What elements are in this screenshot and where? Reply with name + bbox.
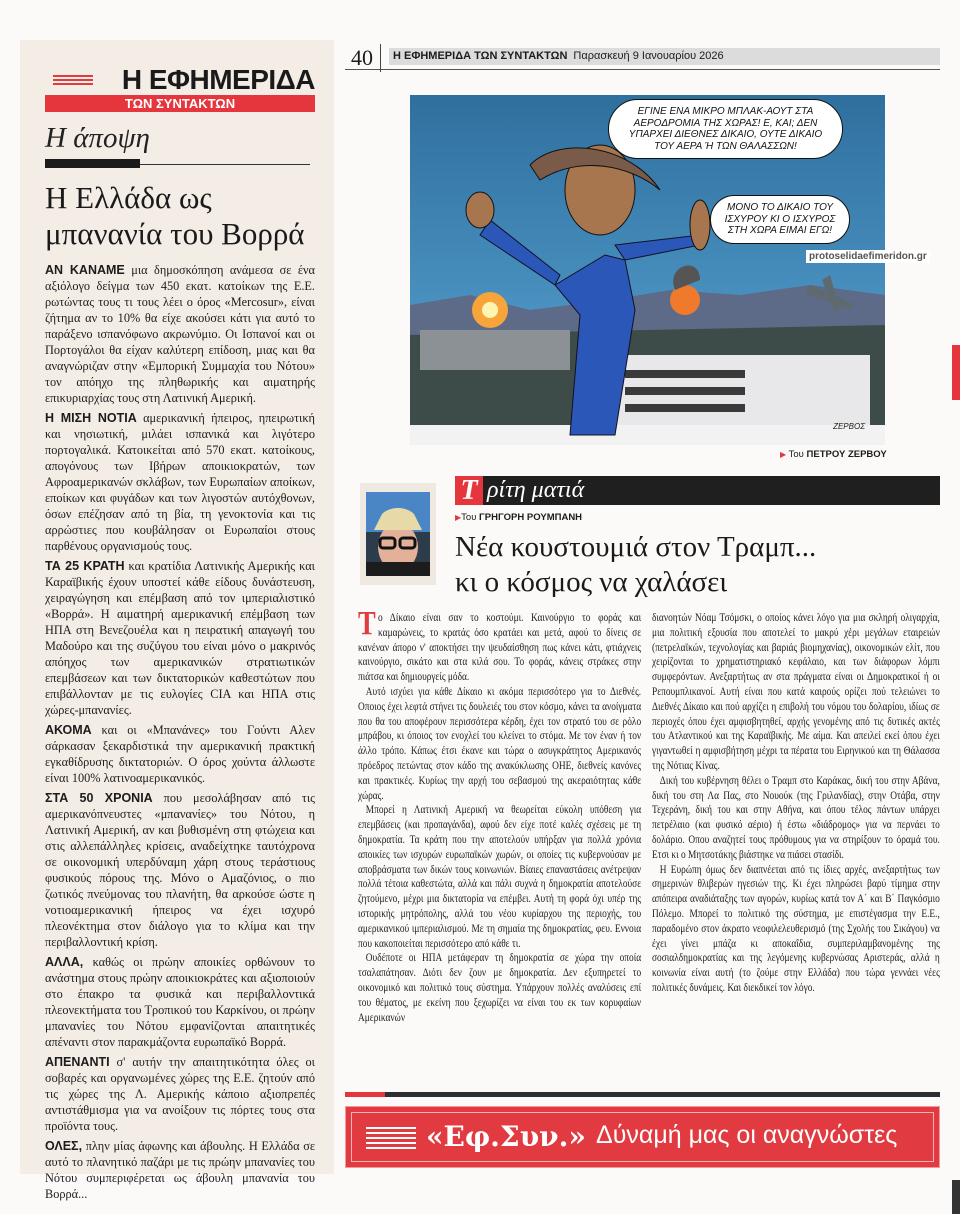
paragraph: Ουδέποτε οι ΗΠΑ μετάφεραν τη δημοκρατία σε χώρα την οποία τσαλαπάτησαν. Διότι δεν ζουν με δημοκρατία. Δεν εξυπηρετεί το οικονομικό και πολιτικό τους σύστημα. Υπάρχουν πολλές αναλύσεις επί του θέματος, με εκείνη που ξεχωρίζει να είναι του εκ των κορυφαίων Αμερικανών [358, 950, 642, 1024]
lead-in: ΑΛΛΑ, [45, 955, 84, 969]
lead-in: ΣΤΑ 50 ΧΡΟΝΙΑ [45, 791, 153, 805]
paragraph [45, 262, 315, 406]
article-column-1 [358, 605, 642, 1024]
page-header [345, 44, 940, 70]
paragraph-text: πλην μίας άφωνης και άβουλης. Η Ελλάδα σε αυτό το πλανητικό παζάρι με τις πρώην μπανανίες του Νότου συμπεριφέρεται ως άβουλη μπανανία του Βορρά... [45, 1139, 315, 1201]
header-bar [389, 48, 940, 65]
opinion-column [20, 40, 334, 1201]
opinion-headline: Η Ελλάδα ως μπανανία του Βορρά [45, 180, 305, 251]
paragraph [358, 605, 642, 684]
author-photo [360, 483, 436, 585]
paragraph: Μπορεί η Λατινική Αμερική να θεωρείται εύκολη υπόθεση για επεμβάσεις (και προπαγάνδα), αφού δεν είχε ποτέ καλές σχέσεις με τη δημοκρατία. Τα κράτη που την αποτελούν υπήρξαν για πολλά χρόνια αποικίες των ισχυρών ευρωπαϊκών χωρών, οι οποίες τις κυβερνούσαν με αποβράσματα των δικών τους κοινωνιών. Βίαιες επαναστάσεις ανέτρεψαν πολλά τέτοια καθεστώτα, αλλά και πάλι συχνά η δημοκρατία αποτελούσε ζητούμενο, μέχρι μια δικτατορία να επέμβει. Αυτή τη φορά όχι υπέρ της ιστορικής μητρόπολης, αλλά του νέου κυρίαρχου της περιοχής, του αμερικανικού ιμπεριαλισμού. Με τη σημαία της δημοκρατίας, φευ. Εννοια που κακοποιείται περισσότερο από κάθε τι. [358, 802, 642, 950]
article-column-2 [652, 610, 940, 995]
newspaper-logo [45, 65, 315, 112]
issue-date: Παρασκευή 9 Ιανουαρίου 2026 [573, 50, 724, 62]
section-bar [455, 476, 940, 505]
paragraph: Δική του κυβέρνηση θέλει ο Τραμπ στο Καράκας, δική του στην Αβάνα, δική του στη Λα Πας, στο Νουούκ (της Γριλανδίας), στην Οτάβα, στην Τεχεράνη, δική του και στην Αθήνα, και όπου τέλος πάντων υπάρχει πετρέλαιο (και φυσικό αέριο) ή έστω «διάδρομος» για να περνάει το δολάριο. Οπου αναζητεί τους πρόθυμους για να στηρίξουν το όραμά του. Ετσι κι ο Μητσοτάκης βιάστηκε να πιάσει στασίδι. [652, 772, 940, 861]
cartoon-credit [780, 449, 887, 460]
byline [455, 512, 582, 523]
political-cartoon [410, 95, 885, 445]
paragraph-text: που μεσολάβησαν από τις αμερικανόπνευστες «μπανανίες» του Νότου, η Λατινική Αμερική, αν και βυθισμένη στη φτώχεια και στις αλλεπάλληλες κρίσεις, αναδείχτηκε ταυτόχρονα σε οικονομική υπερδύναμη χάρη στους τεράστιους φυσικούς πόρους της. Μόνο ο Αμαζόνιος, ο πιο ζωτικός πνεύμονας του πλανήτη, θα αρκούσε ώστε η νοτιοαμερικανική ήπειρος να έχει ισχυρό πλεονέκτημα στον διάλογο για το κλίμα και την περιβαλλοντική κρίση. [45, 791, 315, 949]
divider-thick [45, 159, 140, 168]
lead-in: ΑΚΟΜΑ [45, 723, 92, 737]
paragraph-text: σ' αυτήν την απαιτητικότητα όλες οι σοβαρές και οργανωμένες χώρες της Ε.Ε. ζητούν από τις χώρες της Λ. Αμερικής κάποιο αξιοπρεπές αντιστάθμισμα για να ανοίξουν τις πόρτες τους στα προϊόντα τους. [45, 1055, 315, 1133]
paragraph-text: ο Δίκαιο είναι σαν το κοστούμι. Καινούργιο το φοράς και καμαρώνεις, το κρατάς όσο κρατάει και μετά, αφού το δίνεις σε κανέναν άπορο ν' αποκτήσει την ψευδαίσθηση πως κάνει κάτι, φτιάχνεις καινούργιο, σικάτο και στα κιλά σου. Το φοράς, κάνεις στράκες στην πιάτσα και δημιουργείς μόδα. [358, 610, 642, 684]
credit-author: ΠΕΤΡΟΥ ΖΕΡΒΟΥ [806, 449, 887, 460]
pen-nib-icon [366, 1127, 416, 1149]
paragraph-text: αμερικανική ήπειρος, ηπειρωτική και νησιωτική, μιλάει ισπανικά και λιγότερο πορτογαλικά. Κατοικείται από 570 εκατ. κατοίκους, απογόνους των Ιβήρων αποικιοκρατών, των Αφροαμερικανών σκλάβων, των Ευρωπαίων αποίκων, εποίκων και φυγάδων και των λιγοστών αυτόχθονων, όσων επέζησαν από τη βία, τη γενοκτονία και τις αρρώστιες που κουβάλησαν οι Ευρωπαίοι στους παρθένους οργανισμούς τους. [45, 411, 315, 553]
drop-cap: Τ [358, 605, 376, 642]
promo-banner [345, 1106, 940, 1168]
logo-subtitle: ΤΩΝ ΣΥΝΤΑΚΤΩΝ [45, 95, 315, 112]
byline-author: ΓΡΗΓΟΡΗ ΡΟΥΜΠΑΝΗ [479, 512, 583, 523]
speech-bubble: ΕΓΙΝΕ ΕΝΑ ΜΙΚΡΟ ΜΠΛΑΚ-ΑΟΥΤ ΣΤΑ ΑΕΡΟΔΡΟΜΙΑ ΤΗΣ ΧΩΡΑΣ! Ε, ΚΑΙ; ΔΕΝ ΥΠΑΡΧΕΙ ΔΙΕΘΝΕΣ ΔΙΚΑΙΟ, ΟΥΤΕ ΔΙΚΑΙΟ ΤΟΥ ΑΕΡΑ Ή ΤΩΝ ΘΑΛΑΣΣΩΝ! [608, 99, 843, 159]
paragraph [45, 790, 315, 950]
arrow-icon: ▶ [455, 513, 462, 522]
paragraph [45, 1054, 315, 1134]
paragraph: Η Ευρώπη όμως δεν διαπνέεται από τις ίδιες αρχές, ανεξαρτήτως των σημερινών θλιβερών ηγεσιών της. Κι έχει πληρώσει βαρύ τίμημα στην απόπειρα αναδιάταξης των αγορών, κυρίως κατά τον Α΄ και Β΄ Παγκόσμιο Πόλεμο. Μπορεί το πολιτικό της σύστημα, με επιστέγασμα την Ε.Ε., παραδομένο στον άκρατο νεοφιλελευθερισμό (της Σχολής του Σικάγου) να έχει γίνει μπάζα κι αποκαΐδια, συμπεριλαμβανομένης της σοσιαλδημοκρατίας και της λεγόμενης κυβερνώσας Αριστεράς, αλλά η κοινωνία είναι αυτή (το ζούμε στην Ελλάδα) που τώρα γεννάει νέες πολιτικές δυνάμεις. Και διεκδικεί τον λόγο. [652, 861, 940, 994]
opinion-body [45, 262, 315, 1206]
lead-in: ΟΛΕΣ, [45, 1139, 83, 1153]
watermark: protoselidaefimeridon.gr [806, 250, 930, 263]
paragraph: διανοητών Νόαμ Τσόμσκι, ο οποίος κάνει λόγο για μια σκληρή ολιγαρχία, μια πολιτική εξουσία που αποτελεί το μακρύ χέρι μεγάλων εταιρειών (πετρελαϊκών, τεχνολογίας και βαριάς βιομηχανίας), οικονομικών ελίτ, που χειρίζονται το χρηματιστηριακό κεφάλαιο, και των διάφορων λόμπι συμφερόντων. Ανεξαρτήτως αν στα πράγματα είναι οι Δημοκρατικοί ή οι Ρεπουμπλικανοί. Αυτή είναι που κατά καιρούς ορίζει πού τελειώνει το Διεθνές Δίκαιο και πού αρχίζει η επιβολή του νόμου του δολαρίου, ιδίως σε περιοχές όπου έχει αμφισβητηθεί, αρχής γενομένης από τις δυτικές ακτές του Ατλαντικού και της Καραϊβικής. Με αίμα. Και απειλεί εκεί όπου έχει γιγαντωθεί η αμφισβήτηση μέχρι τα πέρατα του Ειρηνικού και τη Θάλασσα της Νότιας Κίνας. [652, 610, 940, 772]
divider [345, 1092, 940, 1097]
article-headline [455, 530, 816, 600]
edge-marker [952, 345, 960, 400]
logo-title: Η ΕΦΗΜΕΡΙΔΑ [121, 64, 315, 95]
artist-signature: ΖΕΡΒΟΣ [833, 422, 865, 431]
byline-prefix: Του [461, 512, 477, 523]
paragraph: Αυτό ισχύει για κάθε Δίκαιο κι ακόμα περισσότερο για το Διεθνές. Οποιος έχει λεφτά στήνει τις δουλειές του στον κόσμο, κάνει τα ανοίγματα που θα του αποφέρουν περισσότερα κέρδη, έχει τον στρατό του σε ρόλο μπράβου, κι όποιος τον ενοχλεί του κλείνει το στόμα. Με τον έναν ή τον άλλο τρόπο. Κάπως έτσι έκανε και τώρα ο ασυγκράτητος Αμερικανός πρόεδρος πετώντας στον κάδο της ανακύκλωσης ΟΗΕ, διεθνείς κανόνες και πρακτικές. Κυρίως την αρχή του σεβασμού της ακεραιότητας κάθε χώρας. [358, 683, 642, 802]
paragraph [45, 410, 315, 554]
banner-text: Δύναμή μας οι αναγνώστες [596, 1121, 898, 1149]
paragraph [45, 722, 315, 786]
paragraph-text: μια δημοσκόπηση ανάμεσα σε ένα αξιόλογο δείγμα των 450 εκατ. κατοίκων της Ε.Ε. ρωτώντας τους τι τους λέει ο όρος «Mercosur», είναι ζήτημα αν το 10% θα είχε ακούσει κάτι για αυτό το παράξενο ισπανόφωνο ακρωνύμιο. Οι Ισπανοί και οι Πορτογάλοι θα είχαν καλύτερη επίδοση, μιας και θα αναγνώριζαν στην «Εμπορική Συμμαχία του Νότου» τον απόηχο της πληθωρικής και αιματηρής επικυριαρχίας τους στη Λατινική Αμερική. [45, 263, 315, 405]
author-portrait-icon [366, 492, 430, 576]
banner-brand: «Εφ.Συν.» [426, 1120, 586, 1153]
divider [380, 44, 381, 72]
section-title: Η άποψη [45, 122, 150, 154]
page-number: 40 [351, 45, 373, 70]
paragraph [45, 1138, 315, 1202]
edge-marker [952, 1180, 960, 1214]
lead-in: ΑΝ ΚΑΝΑΜΕ [45, 263, 125, 277]
paragraph-text: και οι «Μπανάνες» του Γούντι Αλεν σάρκασαν ξεκαρδιστικά την αμερικανική πρακτική εγκαθίδρυσης δικτατοριών. Ο όρος χούντα άλλωστε είναι 100% λατινοαμερικανικός. [45, 723, 315, 785]
arrow-icon: ▶ [780, 450, 787, 459]
paragraph-text: και κρατίδια Λατινικής Αμερικής και Καραϊβικής έχουν υποστεί κάθε είδους δυνάστευση, χειραγώγηση και επέμβαση από τον ιμπεριαλιστικό «Βορρά». Η αιματηρή αμερικανική επέμβαση των ΗΠΑ στη Βενεζουέλα και η πειρατική απαγωγή του Μαδούρο και της συζύγου του είναι μόνο ο μακρινός απόηχος των αμερικανικών στρατιωτικών επεμβάσεων και των δικτατορικών καθεστώτων που επιβάλλονταν με τις ευλογίες CIA και ΗΠΑ στις χώρες-μπανανίες. [45, 559, 315, 717]
paragraph [45, 558, 315, 718]
lead-in: ΤΑ 25 ΚΡΑΤΗ [45, 559, 125, 573]
section-initial: Τ [455, 476, 483, 505]
lead-in: ΑΠΕΝΑΝΤΙ [45, 1055, 110, 1069]
logo-speed-lines-icon [53, 75, 93, 85]
paragraph [45, 954, 315, 1050]
paragraph-text: καθώς οι πρώην αποικίες ορθώνουν το ανάστημα στους πρώην αποικιοκράτες και αξιοποιούν στο έπακρο τα φυσικά και περιβαλλοντικά πλεονεκτήματα του Τροπικού του Καρκίνου, οι πρώην μπανανίες του Νότου εμφανίζονται απαιτητικές απέναντι στον παρακμάζοντα ευρωπαϊκό Βορρά. [45, 955, 315, 1049]
lead-in: Η ΜΙΣΗ ΝΟΤΙΑ [45, 411, 137, 425]
speech-bubble: ΜΟΝΟ ΤΟ ΔΙΚΑΙΟ ΤΟΥ ΙΣΧΥΡΟΥ ΚΙ Ο ΙΣΧΥΡΟΣ ΣΤΗ ΧΩΡΑ ΕΙΜΑΙ ΕΓΩ! [710, 195, 850, 244]
headline-line: Νέα κουστουμιά στον Τραμπ... [455, 531, 817, 563]
credit-prefix: Του [788, 449, 804, 460]
section-title: ρίτη ματιά [487, 477, 585, 503]
paper-name: Η ΕΦΗΜΕΡΙΔΑ ΤΩΝ ΣΥΝΤΑΚΤΩΝ [393, 50, 568, 62]
headline-line: κι ο κόσμος να χαλάσει [455, 566, 728, 598]
